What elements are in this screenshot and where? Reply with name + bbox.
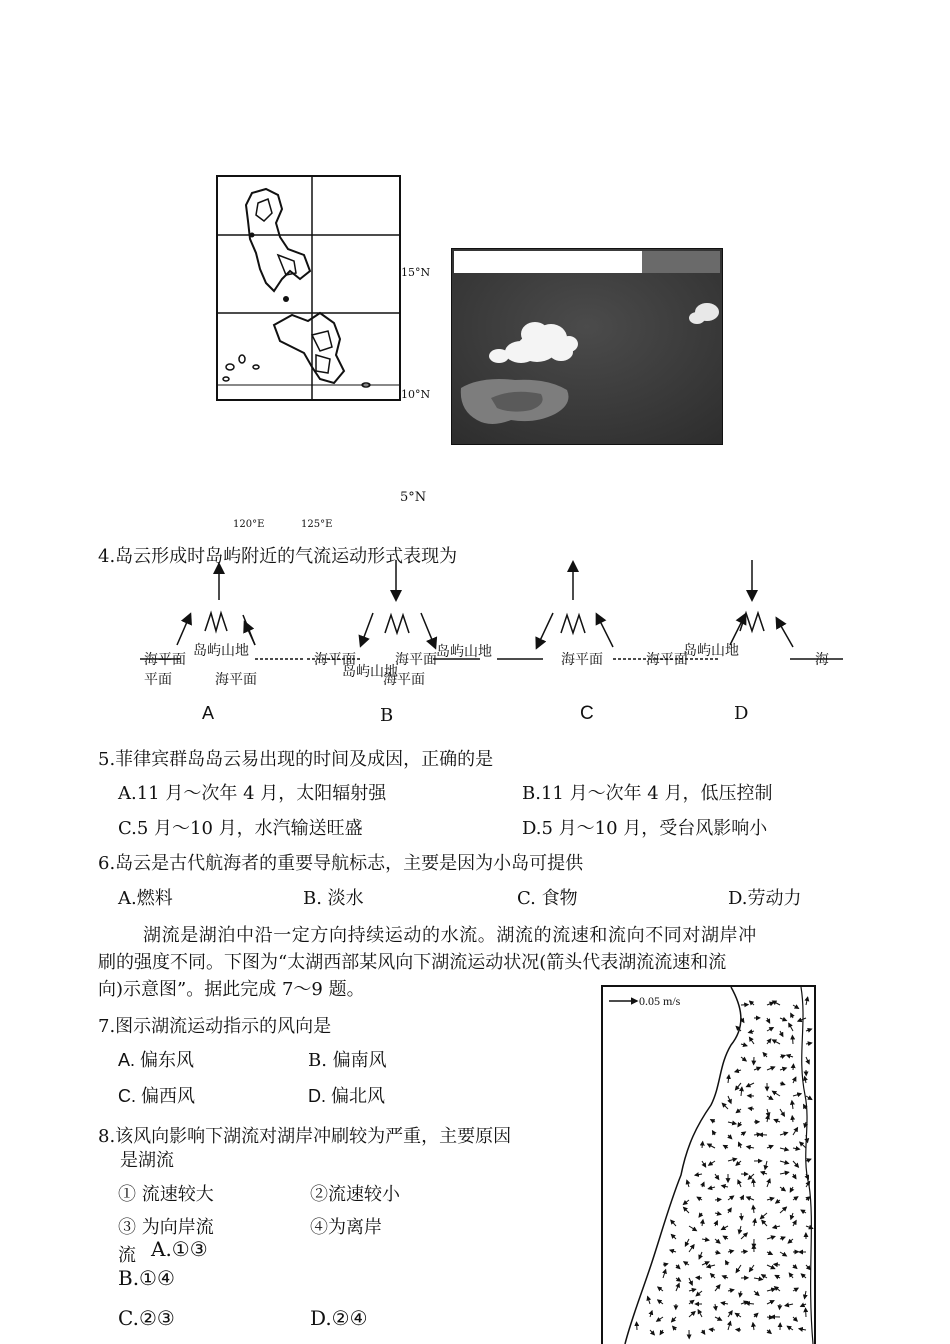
q7-option-c[interactable]: C. 偏西风: [118, 1086, 196, 1106]
lake-current-arrow: [792, 1036, 793, 1045]
q4-a-sea-bottom: 海平面: [215, 672, 257, 688]
philippines-map: [216, 175, 402, 403]
q4-d-sea-left: 海平面: [646, 652, 688, 668]
q8-option-c[interactable]: C.②③: [118, 1306, 175, 1330]
lake-current-arrow: [780, 1304, 781, 1309]
q4-choice-a[interactable]: A: [202, 703, 215, 723]
q8-item-2: ②流速较小: [310, 1184, 400, 1205]
q4-b-sea-bottom: 海平面: [383, 672, 425, 688]
lon-label-125e: 125°E: [301, 519, 333, 530]
q8-item-4: ④为离岸: [310, 1217, 382, 1238]
passage-line-1: 湖流是湖泊中沿一定方向持续运动的水流。湖流的流速和流向不同对湖岸冲: [143, 925, 757, 946]
q6-stem: 6.岛云是古代航海者的重要导航标志，主要是因为小岛可提供: [98, 853, 584, 874]
q4-choice-b[interactable]: B: [380, 705, 394, 726]
q6-option-a[interactable]: A.燃料: [118, 888, 173, 909]
q8-stem-line-2: 是湖流: [120, 1150, 174, 1171]
q4-b-sea-right: 海平面: [395, 652, 437, 668]
lat-label-5n: 5°N: [400, 490, 427, 505]
q4-a-sea-left: 海平面: [144, 652, 186, 668]
q7-option-a[interactable]: A. 偏东风: [118, 1050, 195, 1070]
q4-b-sea-left: 海平面: [314, 652, 356, 668]
q6-option-c[interactable]: C. 食物: [517, 888, 578, 909]
q8-option-d[interactable]: D.②④: [310, 1306, 368, 1330]
q8-item-3: ③ 为向岸流: [118, 1217, 214, 1238]
q8-option-a[interactable]: A.①③: [151, 1237, 208, 1261]
q5-option-c[interactable]: C.5 月～10 月，水汽输送旺盛: [118, 818, 363, 839]
q8-wrap-word: 流: [118, 1245, 136, 1266]
lon-label-120e: 120°E: [233, 519, 265, 530]
lake-current-arrow: [702, 1142, 703, 1148]
q4-choice-d[interactable]: D: [734, 703, 749, 724]
q4-d-island: 岛屿山地: [683, 643, 739, 659]
q4-d-sea-right: 海: [815, 652, 829, 668]
lake-current-arrow: [736, 1330, 741, 1331]
q4-c-island: 岛屿山地: [436, 644, 492, 660]
q4-stem: 4.岛云形成时岛屿附近的气流运动形式表现为: [98, 546, 458, 567]
q8-stem-line-1: 8.该风向影响下湖流对湖岸冲刷较为严重，主要原因: [98, 1126, 512, 1147]
q7-option-b[interactable]: B. 偏南风: [308, 1050, 387, 1071]
lake-current-arrow: [806, 1308, 807, 1317]
q5-stem: 5.菲律宾群岛岛云易出现的时间及成因，正确的是: [98, 749, 494, 770]
q6-option-b[interactable]: B. 淡水: [303, 888, 364, 909]
island-cloud-photo: [451, 248, 723, 445]
q5-option-b[interactable]: B.11 月～次年 4 月，低压控制: [522, 783, 773, 804]
passage-line-3: 向)示意图”。据此完成 7～9 题。: [98, 979, 365, 1000]
q4-a-sea-left2: 平面: [144, 672, 172, 688]
q4-c-sea: 海平面: [561, 652, 603, 668]
q7-stem: 7.图示湖流运动指示的风向是: [98, 1016, 332, 1037]
lake-current-arrow: [637, 1322, 638, 1330]
q7-option-d[interactable]: D. 偏北风: [308, 1086, 386, 1106]
q8-option-b[interactable]: B.①④: [118, 1266, 175, 1290]
lake-current-arrow: [715, 1199, 721, 1200]
q5-option-d[interactable]: D.5 月～10 月，受台风影响小: [522, 818, 768, 839]
lat-label-15n: 15°N: [401, 266, 431, 279]
lake-current-arrow: [793, 1064, 794, 1070]
q4-a-island: 岛屿山地: [193, 643, 249, 659]
lake-current-arrow: [696, 1278, 702, 1279]
q8-item-1: ① 流速较大: [118, 1184, 214, 1205]
lake-current-figure: [601, 985, 817, 1344]
q6-option-d[interactable]: D.劳动力: [728, 888, 802, 909]
lake-current-arrow: [709, 1329, 715, 1330]
q5-option-a[interactable]: A.11 月～次年 4 月，太阳辐射强: [118, 783, 387, 804]
q4-b-island: 岛屿山地: [342, 664, 398, 680]
passage-line-2: 刷的强度不同。下图为“太湖西部某风向下湖流运动状况(箭头代表湖流流速和流: [98, 952, 727, 973]
lat-label-10n: 10°N: [401, 388, 431, 401]
lake-current-arrow: [741, 1251, 747, 1252]
lake-scale-label: 0.05 m/s: [639, 994, 681, 1008]
q4-choice-c[interactable]: C: [580, 703, 594, 724]
